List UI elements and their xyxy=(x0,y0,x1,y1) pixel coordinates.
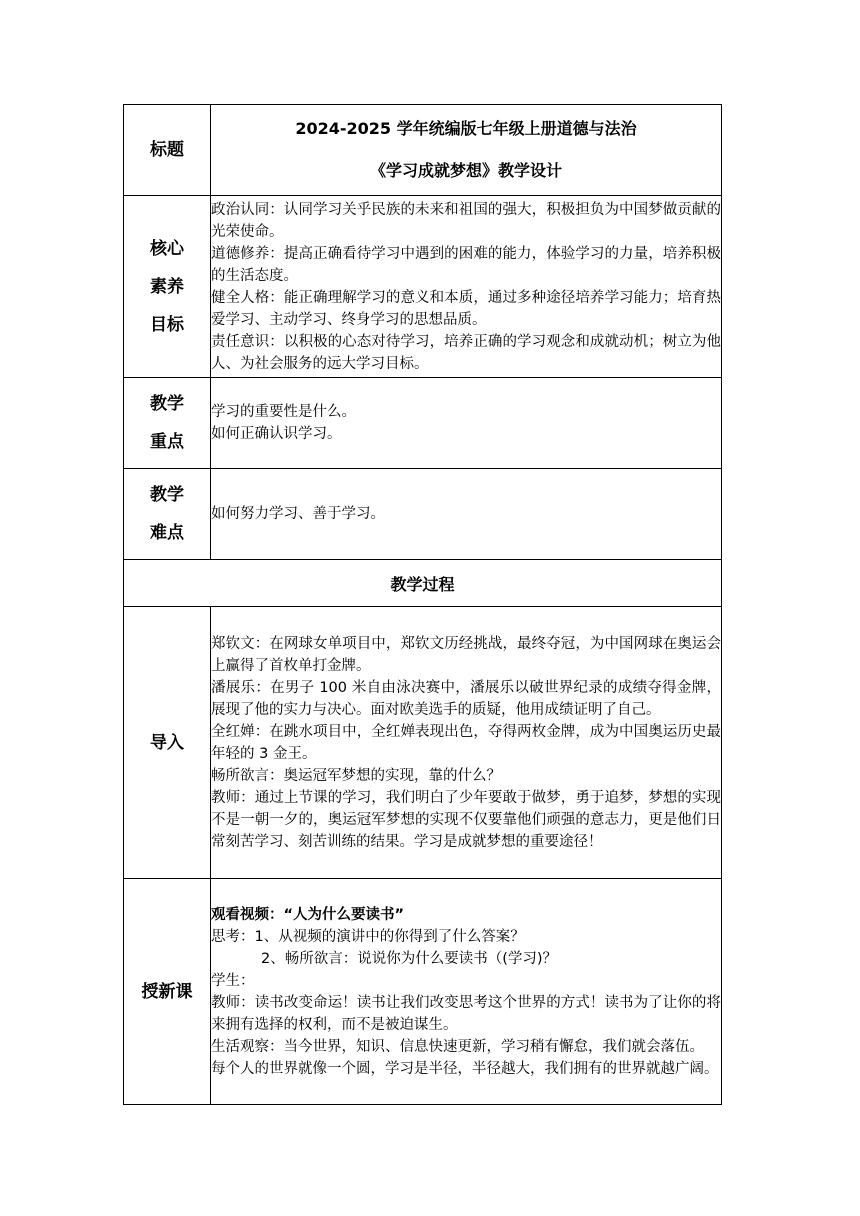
video-heading: 观看视频：“人为什么要读书” xyxy=(211,906,405,923)
key-label-2: 重点 xyxy=(150,432,184,452)
difficult-point-1: 如何努力学习、善于学习。 xyxy=(211,506,385,522)
difficult-label-1: 教学 xyxy=(150,485,184,505)
intro-content xyxy=(211,607,722,879)
circle-metaphor: 每个人的世界就像一个圆，学习是半径，半径越大，我们拥有的世界就越广阔。 xyxy=(211,1060,719,1077)
process-row xyxy=(124,560,722,607)
life-observation: 生活观察：当今世界，知识、信息快速更新，学习稍有懈怠，我们就会落伍。 xyxy=(211,1038,704,1055)
student-line: 学生： xyxy=(211,972,255,989)
core-label-3: 目标 xyxy=(150,314,184,335)
difficult-label-2: 难点 xyxy=(150,523,184,543)
think-question-2: 2、畅所欲言：说说你为什么要读书（(学习)？ xyxy=(261,950,558,967)
key-label-1: 教学 xyxy=(150,394,184,414)
core-responsibility: 责任意识：以积极的心态对待学习，培养正确的学习观念和成就动机；树立为他人、为社会服务的远大学习目标。 xyxy=(211,333,721,372)
difficult-label xyxy=(124,469,211,560)
teacher-line: 教师：读书改变命运！读书让我们改变思考这个世界的方式！读书为了让你的将来拥有选择的权利，而不是被迫谋生。 xyxy=(211,994,721,1033)
intro-row xyxy=(124,607,722,879)
intro-pan: 潘展乐：在男子 100 米自由泳决赛中，潘展乐以破世界纪录的成绩夺得金牌，展现了他的实力与决心。面对欧美选手的质疑，他用成绩证明了自己。 xyxy=(211,679,721,718)
core-row xyxy=(124,196,722,378)
title-row xyxy=(124,105,722,196)
difficult-row xyxy=(124,469,722,560)
new-lesson-content xyxy=(211,879,722,1105)
key-row xyxy=(124,378,722,469)
intro-label: 导入 xyxy=(124,607,211,879)
core-political: 政治认同：认同学习关乎民族的未来和祖国的强大，积极担负为中国梦做贡献的光荣使命。 xyxy=(211,201,721,240)
intro-discuss: 畅所欲言：奥运冠军梦想的实现，靠的什么？ xyxy=(211,767,501,784)
title-label: 标题 xyxy=(124,105,211,196)
core-label-1: 核心 xyxy=(150,238,184,259)
key-content xyxy=(211,378,722,469)
core-label-2: 素养 xyxy=(150,276,184,297)
intro-teacher: 教师：通过上节课的学习，我们明白了少年要敢于做梦，勇于追梦，梦想的实现不是一朝一夕的，奥运冠军梦想的实现不仅要靠他们顽强的意志力，更是他们日常刻苦学习、刻苦训练的结果。学习是成就梦想的重要途径！ xyxy=(211,789,721,850)
core-personality: 健全人格：能正确理解学习的意义和本质，通过多种途径培养学习能力；培育热爱学习、主动学习、终身学习的思想品质。 xyxy=(211,289,721,328)
key-label xyxy=(124,378,211,469)
core-label xyxy=(124,196,211,378)
core-moral: 道德修养：提高正确看待学习中遇到的困难的能力，体验学习的力量，培养积极的生活态度。 xyxy=(211,245,721,284)
title-cell xyxy=(211,105,722,196)
difficult-content xyxy=(211,469,722,560)
new-lesson-row xyxy=(124,879,722,1105)
title-line-2: 《学习成就梦想》教学设计 xyxy=(369,161,562,180)
core-content xyxy=(211,196,722,378)
new-lesson-label: 授新课 xyxy=(124,879,211,1105)
think-question-1: 思考：1、从视频的演讲中的你得到了什么答案？ xyxy=(211,928,525,945)
title-line-1: 2024-2025 学年统编版七年级上册道德与法治 xyxy=(295,119,637,138)
intro-quan: 全红婵：在跳水项目中，全红婵表现出色，夺得两枚金牌，成为中国奥运历史最年轻的 3 金王。 xyxy=(211,723,721,762)
key-point-1: 学习的重要性是什么。 xyxy=(211,404,356,420)
intro-zheng: 郑钦文：在网球女单项目中，郑钦文历经挑战，最终夺冠，为中国网球在奥运会上赢得了首枚单打金牌。 xyxy=(211,635,721,674)
process-heading: 教学过程 xyxy=(124,560,722,607)
lesson-plan-table xyxy=(123,104,722,1105)
key-point-2: 如何正确认识学习。 xyxy=(211,426,342,442)
